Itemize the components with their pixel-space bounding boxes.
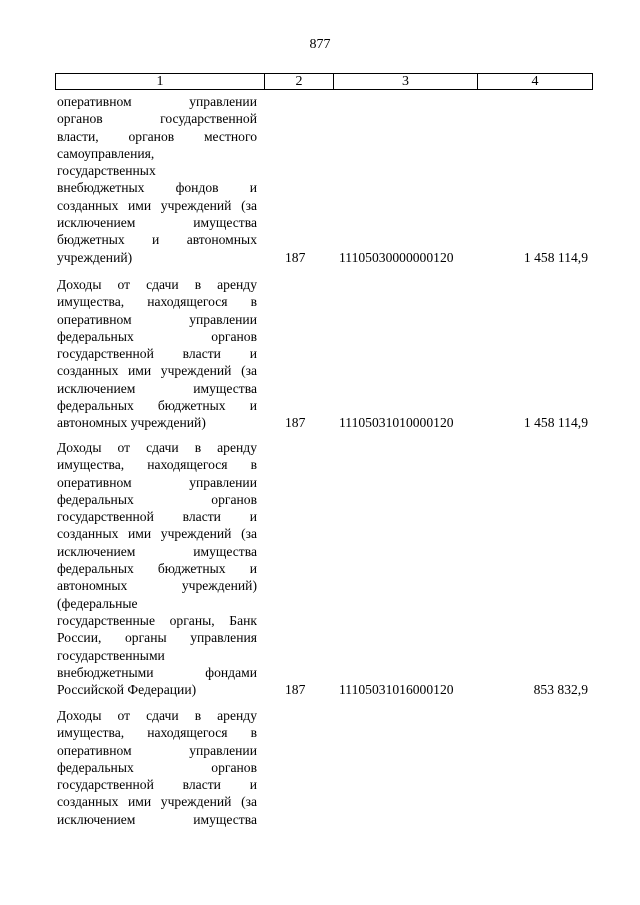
description-line: федеральных бюджетных и (57, 561, 257, 577)
column-header-1: 1 (56, 74, 265, 89)
description-line: имущества, находящегося в (57, 294, 257, 310)
table-row (57, 439, 597, 698)
row-description (57, 707, 257, 828)
column-header-2: 2 (265, 74, 334, 89)
description-line: исключением имущества (57, 811, 257, 827)
amount-cell: 1 458 114,9 (523, 415, 588, 431)
budget-code-cell: 11105031016000120 (339, 682, 454, 698)
description-line: оперативном управлении (57, 311, 257, 327)
amount-cell: 1 458 114,9 (523, 249, 588, 265)
description-line: государственных (57, 163, 156, 179)
description-line: федеральных органов (57, 759, 257, 775)
description-line: самоуправления, (57, 145, 155, 161)
amount-cell: 853 832,9 (533, 682, 588, 698)
table-row (57, 276, 597, 432)
description-line: органов государственной (57, 111, 257, 127)
description-line: созданных ими учреждений (за (57, 363, 257, 379)
description-line: государственными (57, 647, 165, 663)
admin-code-cell: 187 (285, 249, 306, 265)
description-line: Российской Федерации) (57, 682, 197, 698)
page-number: 877 (309, 37, 331, 52)
description-line: оперативном управлении (57, 742, 257, 758)
description-line: федеральных органов (57, 491, 257, 507)
admin-code-cell: 187 (285, 415, 306, 431)
description-line: государственные органы, Банк (57, 612, 257, 628)
description-line: созданных ими учреждений (за (57, 526, 257, 542)
budget-code-cell: 11105031010000120 (339, 415, 454, 431)
description-line: Доходы от сдачи в аренду (57, 277, 257, 292)
description-line: имущества, находящегося в (57, 457, 257, 473)
description-line: государственной власти и (57, 777, 257, 793)
description-line: Доходы от сдачи в аренду (57, 708, 257, 723)
description-line: автономных учреждений) (57, 578, 257, 594)
description-line: созданных ими учреждений (за (57, 197, 257, 213)
description-line: оперативном управлении (57, 94, 257, 109)
description-line: имущества, находящегося в (57, 725, 257, 741)
description-line: автономных учреждений) (57, 415, 206, 431)
description-line: созданных ими учреждений (за (57, 794, 257, 810)
description-line: учреждений) (57, 249, 133, 265)
description-line: власти, органов местного (57, 128, 257, 144)
table-column-header (55, 73, 593, 90)
description-line: внебюджетными фондами (57, 664, 257, 680)
table-row (57, 707, 597, 828)
column-header-4: 4 (531, 74, 539, 89)
description-line: внебюджетных фондов и (57, 180, 257, 196)
description-line: государственной власти и (57, 346, 257, 362)
budget-code-cell: 11105030000000120 (339, 249, 454, 265)
admin-code-cell: 187 (285, 682, 306, 698)
table-row (57, 93, 597, 266)
row-description (57, 276, 257, 432)
description-line: бюджетных и автономных (57, 232, 257, 248)
row-description (57, 93, 257, 266)
description-line: федеральных органов (57, 328, 257, 344)
description-line: России, органы управления (57, 630, 257, 646)
column-header-3: 3 (334, 74, 478, 89)
row-description (57, 439, 257, 698)
description-line: исключением имущества (57, 380, 257, 396)
description-line: оперативном управлении (57, 474, 257, 490)
description-line: Доходы от сдачи в аренду (57, 440, 257, 455)
description-line: исключением имущества (57, 215, 257, 231)
description-line: (федеральные (57, 595, 138, 611)
description-line: федеральных бюджетных и (57, 398, 257, 414)
description-line: государственной власти и (57, 509, 257, 525)
description-line: исключением имущества (57, 543, 257, 559)
